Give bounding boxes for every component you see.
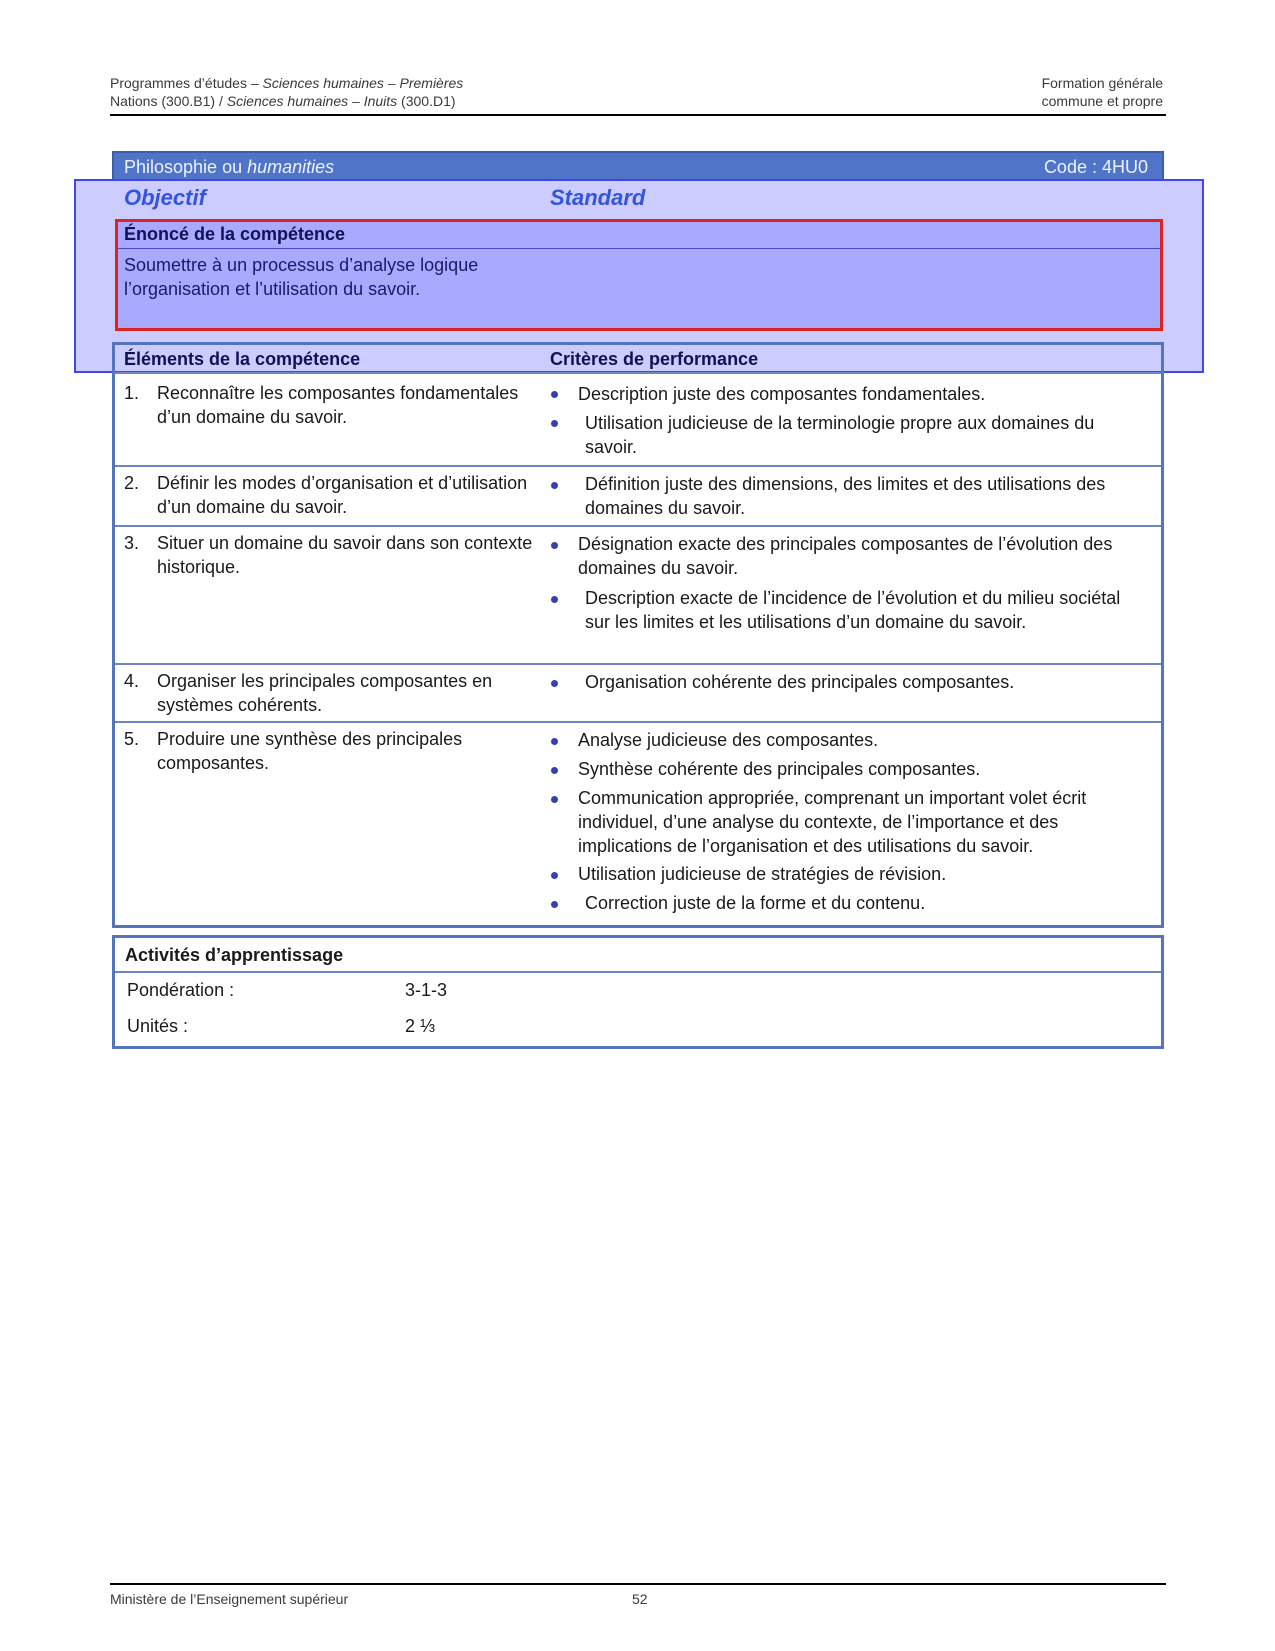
element-number: 2. — [124, 473, 140, 493]
objectif-label: Objectif — [124, 185, 206, 210]
bullet-icon — [551, 767, 558, 774]
ponderation-value: 3-1-3 — [405, 980, 448, 1000]
standard-label: Standard — [550, 185, 646, 210]
enonce-divider — [118, 248, 1160, 249]
course-discipline — [124, 157, 334, 178]
footer-ministry: Ministère de l’Enseignement supérieur — [110, 1591, 349, 1607]
element-text: Reconnaître les composantes fondamentales d’un domaine du savoir. — [157, 383, 519, 427]
element-text: Situer un domaine du savoir dans son contexte historique. — [157, 533, 533, 577]
header-formation-line-2: commune et propre — [1041, 93, 1163, 109]
table-head-divider — [115, 372, 1161, 374]
element-text: Organiser les principales composantes en systèmes cohérents. — [157, 671, 493, 715]
header-program-italic: Sciences humaines – Premières — [262, 75, 464, 91]
course-discipline-text: Philosophie ou — [124, 157, 248, 177]
unites-value: 2 ⅓ — [405, 1016, 436, 1036]
element-number: 5. — [124, 729, 140, 749]
header-program-name-2: Sciences humaines – Inuits — [226, 93, 398, 109]
bullet-icon — [551, 420, 558, 427]
footer-page-number: 52 — [632, 1591, 648, 1607]
criterion: Description exacte de l’incidence de l’évolution et du milieu sociétal sur les limites et les utilisations d’un domaine du savoir. — [585, 588, 1121, 632]
criterion: Analyse judicieuse des composantes. — [578, 730, 879, 750]
header-program-line-2 — [110, 93, 456, 110]
enonce-box — [115, 219, 1163, 331]
bullet-icon — [551, 872, 558, 879]
header-rule — [110, 114, 1166, 116]
activites-divider — [115, 971, 1161, 973]
criterion: Organisation cohérente des principales composantes. — [585, 672, 1015, 692]
bullet-icon — [551, 596, 558, 603]
criterion: Désignation exacte des principales composantes de l’évolution des domaines du savoir. — [578, 534, 1113, 578]
header-program-code-2: (300.D1) — [397, 93, 456, 109]
bullet-icon — [551, 738, 558, 745]
criterion: Utilisation judicieuse de la terminologie propre aux domaines du savoir. — [585, 413, 1095, 457]
competence-table — [112, 342, 1164, 928]
activites-box — [112, 935, 1164, 1049]
criterion: Définition juste des dimensions, des limites et des utilisations des domaines du savoir. — [585, 474, 1106, 518]
enonce-heading: Énoncé de la compétence — [124, 224, 346, 244]
bullet-icon — [551, 391, 558, 398]
bullet-icon — [551, 680, 558, 687]
criteres-heading: Critères de performance — [550, 349, 759, 369]
course-title-bar — [112, 151, 1164, 181]
criterion: Communication appropriée, comprenant un important volet écrit individuel, d’une analyse du contexte, de l’importance et des implications de l’organisation et des utilisations du savoir. — [578, 788, 1087, 856]
bullet-icon — [551, 796, 558, 803]
element-text: Produire une synthèse des principales composantes. — [157, 729, 463, 773]
unites-label: Unités : — [127, 1016, 189, 1036]
criterion: Utilisation judicieuse de stratégies de révision. — [578, 864, 947, 884]
course-code: Code : 4HU0 — [1043, 157, 1148, 177]
row-divider — [115, 525, 1161, 527]
criterion: Synthèse cohérente des principales composantes. — [578, 759, 981, 779]
row-divider — [115, 465, 1161, 467]
ponderation-label: Pondération : — [127, 980, 235, 1000]
header-program-code-1: Nations (300.B1) / — [110, 93, 227, 109]
element-number: 1. — [124, 383, 140, 403]
footer-rule — [110, 1583, 1166, 1585]
row-divider — [115, 721, 1161, 723]
row-divider — [115, 663, 1161, 665]
activites-heading: Activités d’apprentissage — [125, 945, 344, 965]
bullet-icon — [551, 542, 558, 549]
element-number: 4. — [124, 671, 140, 691]
element-number: 3. — [124, 533, 140, 553]
bullet-icon — [551, 482, 558, 489]
header-program-line-1 — [110, 75, 463, 92]
element-text: Définir les modes d’organisation et d’utilisation d’un domaine du savoir. — [157, 473, 528, 517]
header-program-prefix: Programmes d’études – — [110, 75, 263, 91]
header-formation-line-1: Formation générale — [1041, 75, 1163, 91]
bullet-icon — [551, 901, 558, 908]
enonce-text: Soumettre à un processus d’analyse logique l’organisation et l’utilisation du savoir. — [124, 255, 479, 299]
course-discipline-italic: humanities — [247, 157, 335, 177]
criterion: Correction juste de la forme et du contenu. — [585, 893, 926, 913]
elements-heading: Éléments de la compétence — [124, 349, 361, 369]
criterion: Description juste des composantes fondamentales. — [578, 384, 986, 404]
